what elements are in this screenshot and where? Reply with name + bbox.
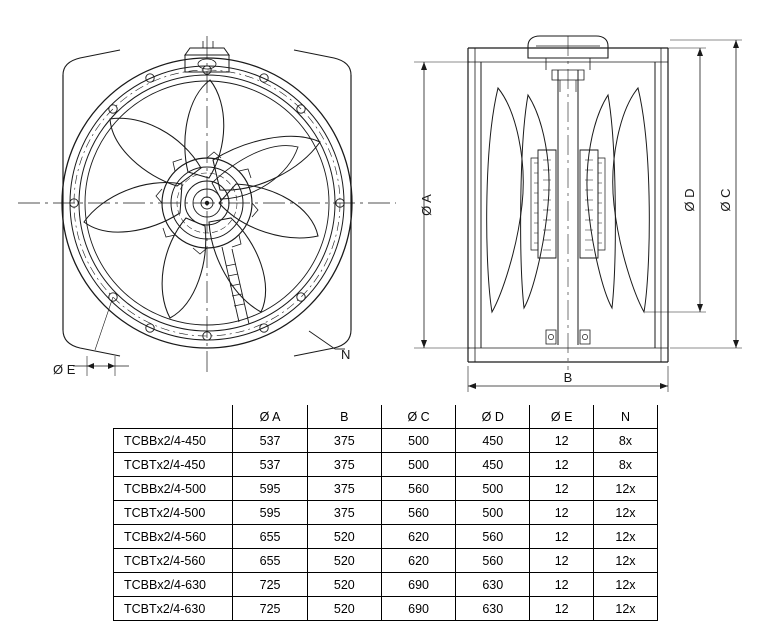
cell-b: 520 — [307, 549, 381, 573]
cell-d: 450 — [456, 453, 530, 477]
cell-d: 450 — [456, 429, 530, 453]
label-diameter-d: Ø D — [682, 188, 697, 212]
cell-a: 725 — [233, 597, 307, 621]
table-row — [114, 429, 658, 453]
label-width-b: B — [563, 370, 573, 385]
cell-c: 690 — [381, 573, 455, 597]
label-callout-n: N — [341, 347, 351, 362]
table-header-row — [114, 405, 658, 429]
cell-d: 500 — [456, 477, 530, 501]
header-n: N — [593, 405, 657, 429]
cell-n: 8x — [593, 429, 657, 453]
table-body — [114, 405, 658, 621]
cell-n: 12x — [593, 501, 657, 525]
cell-a: 655 — [233, 549, 307, 573]
cell-model: TCBBx2/4-560 — [114, 525, 233, 549]
cell-d: 560 — [456, 525, 530, 549]
cell-n: 12x — [593, 549, 657, 573]
cell-e: 12 — [530, 477, 594, 501]
cell-c: 620 — [381, 525, 455, 549]
header-diameter-d: Ø D — [456, 405, 530, 429]
table-row — [114, 501, 658, 525]
cell-n: 8x — [593, 453, 657, 477]
cell-d: 560 — [456, 549, 530, 573]
cell-c: 620 — [381, 549, 455, 573]
specification-table — [113, 405, 658, 621]
cell-model: TCBTx2/4-560 — [114, 549, 233, 573]
label-diameter-c: Ø C — [718, 188, 733, 212]
cell-a: 537 — [233, 429, 307, 453]
cell-a: 655 — [233, 525, 307, 549]
cell-d: 630 — [456, 597, 530, 621]
cell-c: 690 — [381, 597, 455, 621]
cell-e: 12 — [530, 597, 594, 621]
cell-a: 595 — [233, 501, 307, 525]
cell-b: 520 — [307, 525, 381, 549]
cell-b: 375 — [307, 477, 381, 501]
cell-e: 12 — [530, 429, 594, 453]
cell-model: TCBBx2/4-450 — [114, 429, 233, 453]
table-row — [114, 549, 658, 573]
label-diameter-e: Ø E — [53, 362, 76, 377]
cell-model: TCBTx2/4-630 — [114, 597, 233, 621]
cell-e: 12 — [530, 525, 594, 549]
label-diameter-a: Ø A — [419, 194, 434, 216]
cell-c: 500 — [381, 429, 455, 453]
cell-n: 12x — [593, 597, 657, 621]
cell-n: 12x — [593, 525, 657, 549]
specification-table-wrapper — [113, 405, 658, 621]
cell-c: 560 — [381, 477, 455, 501]
cell-b: 520 — [307, 597, 381, 621]
cell-e: 12 — [530, 453, 594, 477]
cell-b: 375 — [307, 453, 381, 477]
cell-e: 12 — [530, 549, 594, 573]
cell-n: 12x — [593, 477, 657, 501]
cell-d: 500 — [456, 501, 530, 525]
cell-b: 520 — [307, 573, 381, 597]
table-row — [114, 597, 658, 621]
cell-b: 375 — [307, 429, 381, 453]
header-blank — [114, 405, 233, 429]
cell-n: 12x — [593, 573, 657, 597]
table-row — [114, 453, 658, 477]
table-row — [114, 477, 658, 501]
cell-d: 630 — [456, 573, 530, 597]
header-diameter-a: Ø A — [233, 405, 307, 429]
cell-a: 725 — [233, 573, 307, 597]
cell-a: 595 — [233, 477, 307, 501]
front-view — [18, 36, 396, 376]
table-row — [114, 573, 658, 597]
cell-b: 375 — [307, 501, 381, 525]
header-diameter-e: Ø E — [530, 405, 594, 429]
cell-model: TCBBx2/4-500 — [114, 477, 233, 501]
cell-model: TCBTx2/4-450 — [114, 453, 233, 477]
cell-a: 537 — [233, 453, 307, 477]
cell-e: 12 — [530, 573, 594, 597]
cell-c: 560 — [381, 501, 455, 525]
cell-e: 12 — [530, 501, 594, 525]
table-row — [114, 525, 658, 549]
header-diameter-c: Ø C — [381, 405, 455, 429]
header-b: B — [307, 405, 381, 429]
side-view — [414, 36, 742, 392]
cell-model: TCBBx2/4-630 — [114, 573, 233, 597]
cell-model: TCBTx2/4-500 — [114, 501, 233, 525]
cell-c: 500 — [381, 453, 455, 477]
